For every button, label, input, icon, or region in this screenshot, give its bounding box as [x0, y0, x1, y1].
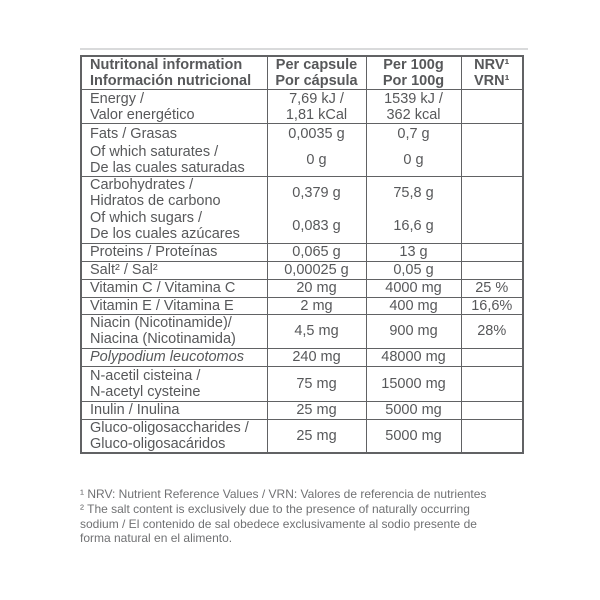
header-name-es: Información nutricional [90, 73, 252, 89]
table-row-saturates [81, 144, 523, 177]
cell-vitamin-e-per-100g: 400 mg [366, 297, 461, 314]
cell-polypodium-per-capsule: 240 mg [267, 348, 366, 366]
table-row-vitamin-e [81, 297, 523, 314]
value-line: 362 kcal [386, 106, 441, 123]
header-nrv-es: VRN¹ [474, 73, 510, 89]
label-line: Hidratos de carbono [90, 193, 221, 210]
label-line: Gluco-oligosacáridos [90, 435, 226, 452]
table-row-nac [81, 366, 523, 401]
cell-salt-nrv [461, 261, 523, 279]
cell-polypodium-per-100g: 48000 mg [366, 348, 461, 366]
cell-gos-nrv [461, 419, 523, 453]
table-row-inulin [81, 401, 523, 419]
cell-energy-nrv [461, 90, 523, 124]
table-row-niacin [81, 314, 523, 348]
header-cell-nrv [461, 56, 523, 90]
cell-vitamin-e-label: Vitamin E / Vitamina E [81, 297, 267, 314]
header-cell-name [81, 56, 267, 90]
cell-saturates-per-capsule: 0 g [267, 144, 366, 177]
cell-polypodium-label: Polypodium leucotomos [81, 348, 267, 366]
table-row-fats [81, 124, 523, 144]
cell-inulin-per-capsule: 25 mg [267, 401, 366, 419]
cell-saturates-per-100g: 0 g [366, 144, 461, 177]
cell-proteins-per-capsule: 0,065 g [267, 243, 366, 261]
cell-carbs-nrv [461, 176, 523, 210]
cell-proteins-nrv [461, 243, 523, 261]
label-line: Niacin (Nicotinamide)/ [90, 315, 232, 331]
cell-nac-nrv [461, 366, 523, 401]
footnotes [80, 487, 550, 546]
table-row-energy [81, 90, 523, 124]
table-row-gos [81, 419, 523, 453]
cell-niacin-label [81, 314, 267, 348]
cell-fats-nrv [461, 124, 523, 144]
header-name-en: Nutritonal information [90, 57, 243, 73]
label-line: De las cuales saturadas [90, 159, 245, 176]
cell-carbs-per-100g: 75,8 g [366, 176, 461, 210]
value-line: 1,81 kCal [285, 106, 348, 123]
label-line: Valor energético [90, 106, 195, 123]
footnote-nrv: ¹ NRV: Nutrient Reference Values / VRN: Valores de referencia de nutrientes [80, 487, 487, 501]
cell-polypodium-nrv [461, 348, 523, 366]
cell-sugars-per-100g: 16,6 g [366, 210, 461, 243]
cell-nac-per-capsule: 75 mg [267, 366, 366, 401]
footnote-salt-line-3: forma natural en el alimento. [80, 531, 233, 546]
header-cell-per-100g [366, 56, 461, 90]
value-line: 7,69 kJ / [289, 90, 344, 107]
cell-salt-per-100g: 0,05 g [366, 261, 461, 279]
footnote-salt-line-1: ² The salt content is exclusively due to the presence of naturally occurring [80, 501, 470, 516]
cell-proteins-per-100g: 13 g [366, 243, 461, 261]
table-row-vitamin-c [81, 279, 523, 297]
header-nrv-en: NRV¹ [474, 57, 510, 73]
label-line: Carbohydrates / [90, 177, 194, 194]
cell-salt-label: Salt² / Sal² [81, 261, 267, 279]
header-per-100g-es: Por 100g [382, 73, 445, 89]
table-row-polypodium [81, 348, 523, 366]
table-row-sugars [81, 210, 523, 243]
cell-nac-label [81, 366, 267, 401]
cell-salt-per-capsule: 0,00025 g [267, 261, 366, 279]
header-per-capsule-es: Por cápsula [275, 73, 358, 89]
cell-sugars-per-capsule: 0,083 g [267, 210, 366, 243]
cell-gos-label [81, 419, 267, 453]
table-row-salt [81, 261, 523, 279]
cell-proteins-label: Proteins / Proteínas [81, 243, 267, 261]
cell-gos-per-capsule: 25 mg [267, 419, 366, 453]
label-line: N-acetil cisteina / [90, 367, 201, 384]
header-per-capsule-en: Per capsule [275, 57, 358, 73]
label-line: Gluco-oligosaccharides / [90, 419, 249, 436]
table-row-proteins [81, 243, 523, 261]
cell-fats-per-capsule: 0,0035 g [267, 124, 366, 144]
label-line: De los cuales azúcares [90, 226, 240, 243]
cell-inulin-nrv [461, 401, 523, 419]
cell-fats-label: Fats / Grasas [81, 124, 267, 144]
cell-carbs-label [81, 176, 267, 210]
header-cell-per-capsule [267, 56, 366, 90]
cell-carbs-per-capsule: 0,379 g [267, 176, 366, 210]
nutrition-table [80, 55, 524, 454]
cell-niacin-per-capsule: 4,5 mg [267, 314, 366, 348]
cell-vitamin-c-per-100g: 4000 mg [366, 279, 461, 297]
cell-inulin-label: Inulin / Inulina [81, 401, 267, 419]
cell-vitamin-c-per-capsule: 20 mg [267, 279, 366, 297]
label-line: Of which saturates / [90, 143, 219, 160]
table-row-carbohydrates [81, 176, 523, 210]
table-header-row [81, 56, 523, 90]
cell-sugars-nrv [461, 210, 523, 243]
cell-energy-label [81, 90, 267, 124]
cell-energy-per-100g [366, 90, 461, 124]
cell-vitamin-c-label: Vitamin C / Vitamina C [81, 279, 267, 297]
footnote-salt-line-2: sodium / El contenido de sal obedece exclusivamente al sodio presente de [80, 516, 477, 531]
value-line: 1539 kJ / [384, 90, 443, 107]
cell-vitamin-c-nrv: 25 % [461, 279, 523, 297]
header-per-100g-en: Per 100g [383, 57, 444, 73]
decorative-top-line [80, 48, 528, 50]
label-line: Of which sugars / [90, 210, 203, 227]
cell-saturates-label [81, 144, 267, 177]
cell-inulin-per-100g: 5000 mg [366, 401, 461, 419]
cell-niacin-nrv: 28% [461, 314, 523, 348]
cell-vitamin-e-nrv: 16,6% [461, 297, 523, 314]
cell-fats-per-100g: 0,7 g [366, 124, 461, 144]
cell-energy-per-capsule [267, 90, 366, 124]
cell-gos-per-100g: 5000 mg [366, 419, 461, 453]
cell-nac-per-100g: 15000 mg [366, 366, 461, 401]
cell-niacin-per-100g: 900 mg [366, 314, 461, 348]
label-line: N-acetyl cysteine [90, 383, 201, 400]
label-line: Energy / [90, 90, 144, 107]
label-line: Niacina (Nicotinamida) [90, 331, 236, 347]
cell-saturates-nrv [461, 144, 523, 177]
cell-vitamin-e-per-capsule: 2 mg [267, 297, 366, 314]
cell-sugars-label [81, 210, 267, 243]
